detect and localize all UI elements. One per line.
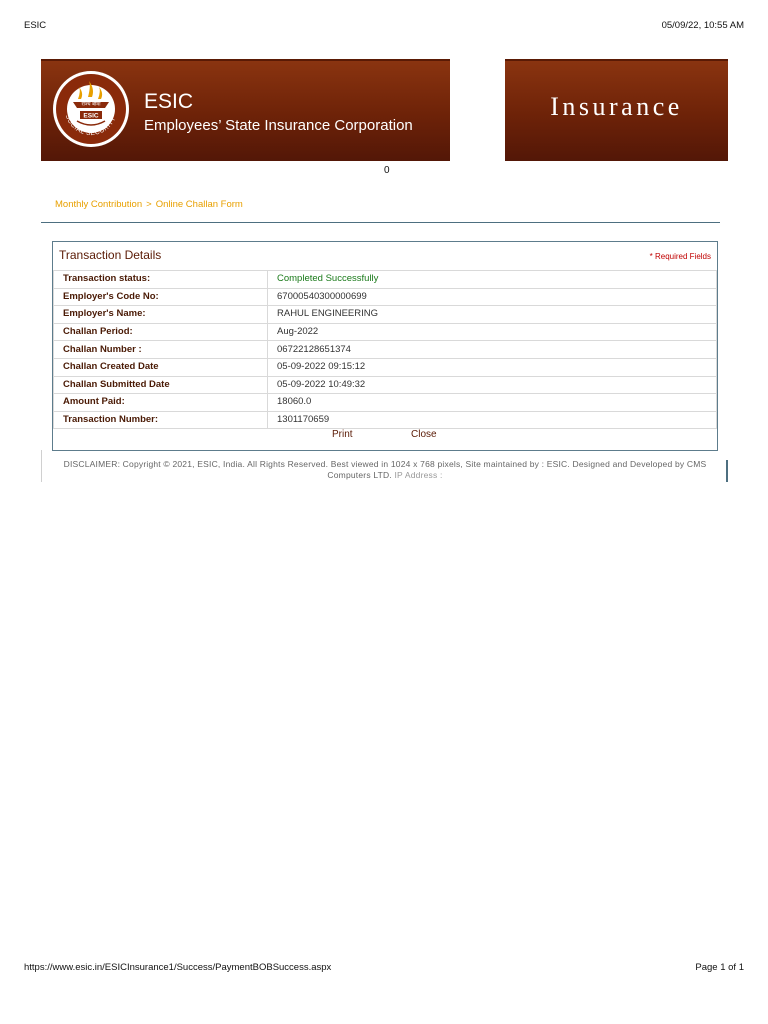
table-row (54, 394, 717, 412)
row-label: Transaction Number: (54, 411, 268, 429)
table-row (54, 341, 717, 359)
transaction-details-table (53, 270, 717, 429)
row-value: RAHUL ENGINEERING (268, 306, 717, 324)
row-label: Employer's Name: (54, 306, 268, 324)
row-value: 1301170659 (268, 411, 717, 429)
row-value: Completed Successfully (268, 271, 717, 289)
table-row (54, 323, 717, 341)
left-border-line (41, 450, 42, 482)
row-label: Amount Paid: (54, 394, 268, 412)
svg-text:SOCIAL SECURITY: SOCIAL SECURITY (63, 113, 118, 138)
disclaimer (52, 459, 718, 481)
row-label: Challan Submitted Date (54, 376, 268, 394)
table-row (54, 306, 717, 324)
print-button[interactable]: Print (332, 429, 353, 440)
brand-full-name: Employees’ State Insurance Corporation (144, 117, 413, 134)
required-fields-note: * Required Fields (649, 252, 711, 261)
row-value: Aug-2022 (268, 323, 717, 341)
ip-address-label: IP Address : (394, 470, 443, 480)
row-label: Challan Number : (54, 341, 268, 359)
row-value: 06722128651374 (268, 341, 717, 359)
insurance-banner (505, 59, 728, 161)
panel-header (53, 242, 717, 270)
page-url: https://www.esic.in/ESICInsurance1/Success/PaymentBOBSuccess.aspx (24, 962, 332, 973)
table-row (54, 271, 717, 289)
section-divider (41, 222, 720, 223)
close-button[interactable]: Close (411, 429, 437, 440)
table-row (54, 376, 717, 394)
row-value: 18060.0 (268, 394, 717, 412)
insurance-title: Insurance (550, 92, 683, 121)
table-row (54, 358, 717, 376)
row-value: 67000540300000699 (268, 288, 717, 306)
breadcrumb (55, 199, 243, 210)
disclaimer-text: DISCLAIMER: Copyright © 2021, ESIC, India. All Rights Reserved. Best viewed in 1024 x 768 pixels, Site maintained by : ESIC. Designed and Developed by CMS Computers LTD. (63, 459, 707, 480)
header-banner (41, 59, 450, 161)
row-label: Challan Period: (54, 323, 268, 341)
right-border-line (726, 460, 728, 482)
row-label: Challan Created Date (54, 358, 268, 376)
page-number: Page 1 of 1 (695, 962, 744, 973)
brand-short-name: ESIC (144, 90, 194, 113)
breadcrumb-separator: > (146, 199, 152, 210)
table-row (54, 411, 717, 429)
row-value: 05-09-2022 10:49:32 (268, 376, 717, 394)
row-value: 05-09-2022 09:15:12 (268, 358, 717, 376)
transaction-details-panel (52, 241, 718, 451)
breadcrumb-item-online-challan-form[interactable]: Online Challan Form (155, 199, 243, 210)
row-label: Employer's Code No: (54, 288, 268, 306)
svg-text:राज्य बीमा: राज्य बीमा (81, 101, 101, 108)
svg-text:ESIC: ESIC (83, 112, 99, 120)
esic-logo-icon (51, 69, 131, 149)
visitor-counter: 0 (384, 165, 390, 176)
row-label: Transaction status: (54, 271, 268, 289)
print-header-datetime: 05/09/22, 10:55 AM (661, 20, 744, 31)
table-row (54, 288, 717, 306)
breadcrumb-item-monthly-contribution[interactable]: Monthly Contribution (55, 199, 143, 210)
panel-title: Transaction Details (59, 248, 162, 262)
panel-actions (53, 428, 717, 448)
print-header-title: ESIC (24, 20, 47, 31)
